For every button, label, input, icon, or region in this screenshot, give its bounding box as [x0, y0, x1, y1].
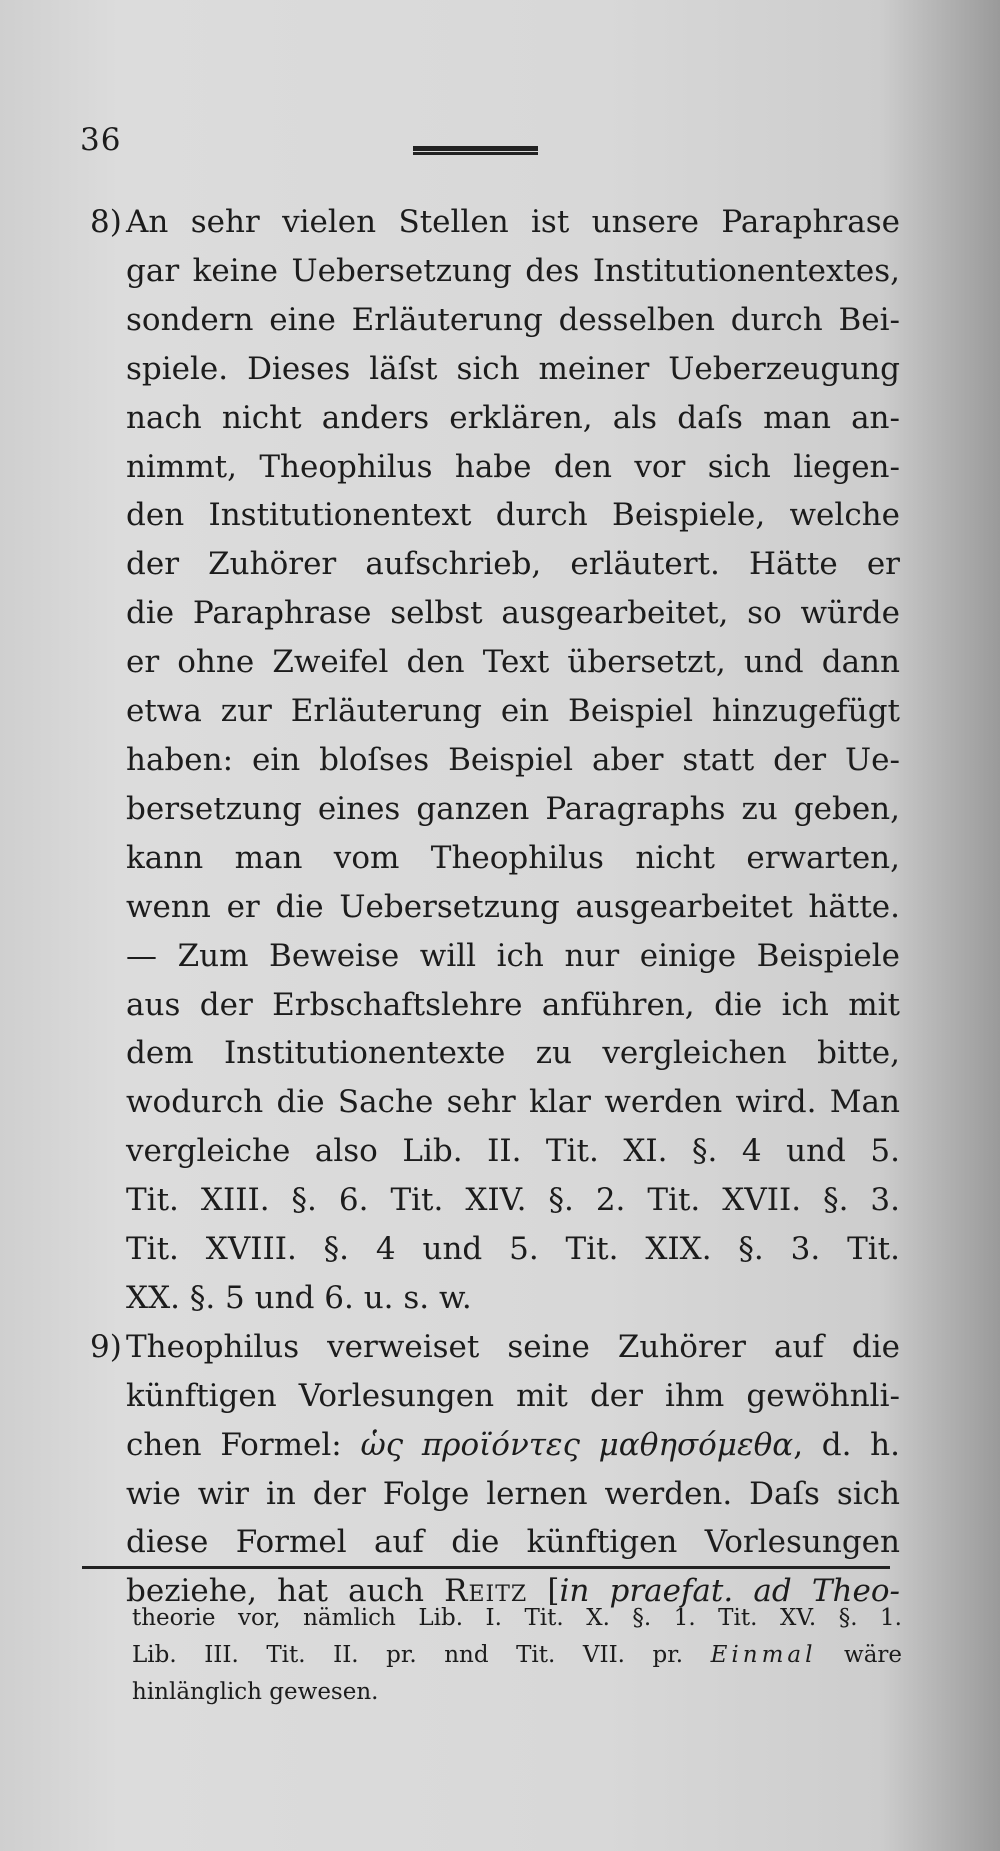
text-segment: wäre [844, 1642, 903, 1668]
text-line: etwa zur Erläuterung ein Beispiel hinzugefügt [126, 693, 900, 730]
text-line: der Zuhörer aufschrieb, erläutert. Hätte er [126, 546, 900, 583]
text-line: Theophilus verweiset seine Zuhörer auf die [126, 1328, 900, 1365]
footnote [132, 1600, 902, 1711]
text-line: Tit. XIII. §. 6. Tit. XIV. §. 2. Tit. XVII. §. 3. [126, 1182, 900, 1219]
paragraph-number: 9) [90, 1328, 122, 1365]
text-line: künftigen Vorlesungen mit der ihm gewöhnli- [126, 1377, 900, 1414]
text-line: bersetzung eines ganzen Paragraphs zu geben, [126, 790, 900, 827]
text-segment: beziehe, hat auch [126, 1573, 424, 1610]
text-line: die Paraphrase selbst ausgearbeitet, so würde [126, 595, 900, 632]
text-line: haben: ein bloſses Beispiel aber statt der Ue- [126, 741, 900, 778]
text-segment: , d. h. [793, 1426, 901, 1463]
footnote-rule [82, 1566, 890, 1569]
text-line: nach nicht anders erklären, als daſs man an- [126, 399, 900, 436]
text-line: Tit. XVIII. §. 4 und 5. Tit. XIX. §. 3. Tit. [126, 1231, 900, 1268]
text-segment: chen Formel: [126, 1426, 342, 1463]
main-text [90, 198, 900, 1616]
bracket: [ [547, 1573, 560, 1610]
text-line: den Institutionentext durch Beispiele, welche [126, 497, 900, 534]
spaced-word: Einmal [710, 1642, 817, 1668]
text-line: nimmt, Theophilus habe den vor sich liegen- [126, 448, 900, 485]
paragraph-number: 8) [90, 204, 122, 240]
text-line [90, 1421, 900, 1470]
text-line: spiele. Dieses läſst sich meiner Ueberzeugung [126, 350, 900, 387]
footnote-line [132, 1637, 902, 1674]
text-line: dem Institutionentexte zu vergleichen bitte, [126, 1035, 900, 1072]
text-line: wenn er die Uebersetzung ausgearbeitet hätte. [126, 888, 900, 925]
text-line: er ohne Zweifel den Text übersetzt, und dann [126, 644, 900, 681]
footnote-line: hinlänglich gewesen. [132, 1679, 379, 1705]
text-line: vergleiche also Lib. II. Tit. XI. §. 4 und 5. [126, 1133, 900, 1170]
text-line: XX. §. 5 und 6. u. s. w. [126, 1279, 472, 1316]
text-line: kann man vom Theophilus nicht erwarten, [126, 839, 900, 876]
text-line: An sehr vielen Stellen ist unsere Paraphrase [126, 204, 900, 240]
footnote-line: theorie vor, nämlich Lib. I. Tit. X. §. 1. Tit. XV. §. 1. [132, 1605, 902, 1631]
header-rule [413, 146, 538, 155]
text-line: diese Formel auf die künftigen Vorlesungen [126, 1524, 900, 1561]
citation: in praefat. ad Theo- [559, 1573, 900, 1610]
author-name: Reitz [444, 1573, 528, 1610]
text-line: — Zum Beweise will ich nur einige Beispiele [126, 937, 900, 974]
text-line: wie wir in der Folge lernen werden. Daſs sich [126, 1475, 900, 1512]
greek-phrase: ὡς προϊόντες μαθησόμεθα [360, 1426, 794, 1463]
paragraph-9 [90, 1323, 900, 1616]
paragraph-8 [90, 198, 900, 1323]
text-segment: Lib. III. Tit. II. pr. nnd Tit. VII. pr. [132, 1642, 684, 1668]
text-line: wodurch die Sache sehr klar werden wird. Man [126, 1084, 900, 1121]
text-line: gar keine Uebersetzung des Institutionentextes, [126, 252, 900, 289]
text-line: sondern eine Erläuterung desselben durch Bei- [126, 301, 900, 338]
text-line: aus der Erbschaftslehre anführen, die ich mit [126, 986, 900, 1023]
page-number: 36 [80, 122, 122, 158]
